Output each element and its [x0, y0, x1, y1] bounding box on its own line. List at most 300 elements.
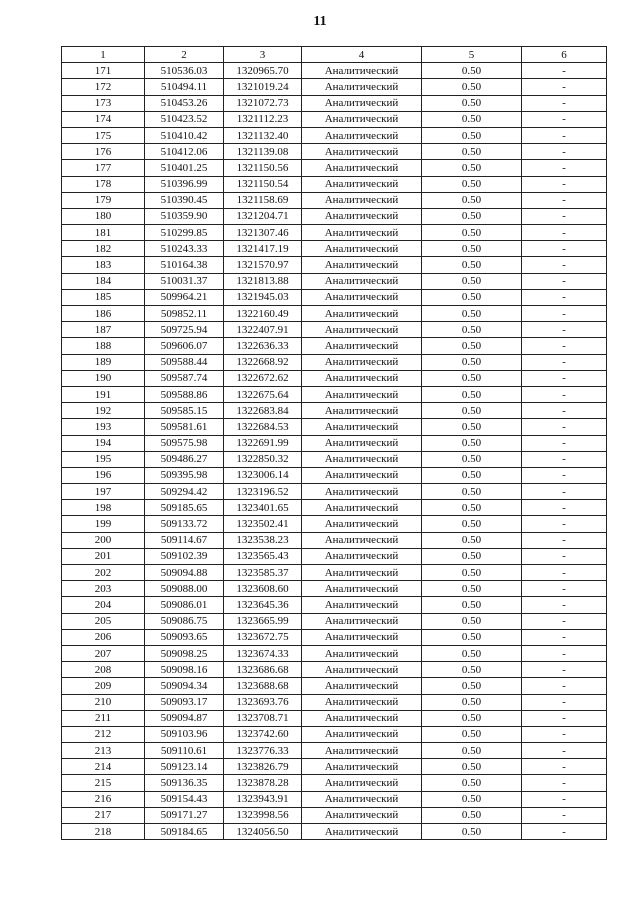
note-cell: -	[522, 192, 607, 208]
point-number-cell: 191	[62, 386, 145, 402]
table-row	[62, 273, 607, 289]
accuracy-cell: 0.50	[422, 710, 522, 726]
method-cell: Аналитический	[302, 192, 422, 208]
accuracy-cell: 0.50	[422, 581, 522, 597]
x-coordinate-cell: 509093.65	[145, 629, 224, 645]
method-cell: Аналитический	[302, 484, 422, 500]
point-number-cell: 211	[62, 710, 145, 726]
x-coordinate-cell: 510359.90	[145, 208, 224, 224]
table-row	[62, 743, 607, 759]
note-cell: -	[522, 225, 607, 241]
point-number-cell: 174	[62, 111, 145, 127]
point-number-cell: 193	[62, 419, 145, 435]
method-cell: Аналитический	[302, 241, 422, 257]
table-row	[62, 775, 607, 791]
y-coordinate-cell: 1323686.68	[224, 662, 302, 678]
y-coordinate-cell: 1321139.08	[224, 144, 302, 160]
point-number-cell: 187	[62, 322, 145, 338]
y-coordinate-cell: 1322691.99	[224, 435, 302, 451]
table-row	[62, 306, 607, 322]
method-cell: Аналитический	[302, 532, 422, 548]
accuracy-cell: 0.50	[422, 241, 522, 257]
method-cell: Аналитический	[302, 176, 422, 192]
point-number-cell: 204	[62, 597, 145, 613]
table-row	[62, 370, 607, 386]
table-row	[62, 532, 607, 548]
column-header: 4	[302, 47, 422, 63]
accuracy-cell: 0.50	[422, 613, 522, 629]
x-coordinate-cell: 509110.61	[145, 743, 224, 759]
accuracy-cell: 0.50	[422, 111, 522, 127]
accuracy-cell: 0.50	[422, 726, 522, 742]
y-coordinate-cell: 1322850.32	[224, 451, 302, 467]
method-cell: Аналитический	[302, 257, 422, 273]
x-coordinate-cell: 510412.06	[145, 144, 224, 160]
note-cell: -	[522, 257, 607, 273]
y-coordinate-cell: 1321072.73	[224, 95, 302, 111]
table-row	[62, 484, 607, 500]
y-coordinate-cell: 1321570.97	[224, 257, 302, 273]
y-coordinate-cell: 1320965.70	[224, 63, 302, 79]
point-number-cell: 205	[62, 613, 145, 629]
accuracy-cell: 0.50	[422, 338, 522, 354]
accuracy-cell: 0.50	[422, 775, 522, 791]
x-coordinate-cell: 509086.75	[145, 613, 224, 629]
method-cell: Аналитический	[302, 629, 422, 645]
note-cell: -	[522, 565, 607, 581]
accuracy-cell: 0.50	[422, 354, 522, 370]
method-cell: Аналитический	[302, 662, 422, 678]
table-row	[62, 678, 607, 694]
accuracy-cell: 0.50	[422, 322, 522, 338]
note-cell: -	[522, 516, 607, 532]
table-row	[62, 710, 607, 726]
point-number-cell: 171	[62, 63, 145, 79]
note-cell: -	[522, 451, 607, 467]
method-cell: Аналитический	[302, 144, 422, 160]
point-number-cell: 194	[62, 435, 145, 451]
method-cell: Аналитический	[302, 613, 422, 629]
table-row	[62, 645, 607, 661]
point-number-cell: 201	[62, 548, 145, 564]
note-cell: -	[522, 435, 607, 451]
note-cell: -	[522, 338, 607, 354]
y-coordinate-cell: 1322683.84	[224, 403, 302, 419]
note-cell: -	[522, 144, 607, 160]
y-coordinate-cell: 1323196.52	[224, 484, 302, 500]
y-coordinate-cell: 1323608.60	[224, 581, 302, 597]
accuracy-cell: 0.50	[422, 824, 522, 840]
x-coordinate-cell: 509098.16	[145, 662, 224, 678]
note-cell: -	[522, 95, 607, 111]
accuracy-cell: 0.50	[422, 306, 522, 322]
table-row	[62, 192, 607, 208]
note-cell: -	[522, 662, 607, 678]
table-row	[62, 338, 607, 354]
table-row	[62, 791, 607, 807]
x-coordinate-cell: 510396.99	[145, 176, 224, 192]
point-number-cell: 189	[62, 354, 145, 370]
y-coordinate-cell: 1321112.23	[224, 111, 302, 127]
note-cell: -	[522, 63, 607, 79]
y-coordinate-cell: 1321307.46	[224, 225, 302, 241]
accuracy-cell: 0.50	[422, 95, 522, 111]
y-coordinate-cell: 1323776.33	[224, 743, 302, 759]
accuracy-cell: 0.50	[422, 548, 522, 564]
x-coordinate-cell: 509294.42	[145, 484, 224, 500]
column-header: 2	[145, 47, 224, 63]
x-coordinate-cell: 509486.27	[145, 451, 224, 467]
x-coordinate-cell: 509588.44	[145, 354, 224, 370]
accuracy-cell: 0.50	[422, 127, 522, 143]
y-coordinate-cell: 1321204.71	[224, 208, 302, 224]
method-cell: Аналитический	[302, 645, 422, 661]
y-coordinate-cell: 1323943.91	[224, 791, 302, 807]
method-cell: Аналитический	[302, 726, 422, 742]
note-cell: -	[522, 467, 607, 483]
y-coordinate-cell: 1322675.64	[224, 386, 302, 402]
method-cell: Аналитический	[302, 597, 422, 613]
x-coordinate-cell: 510390.45	[145, 192, 224, 208]
x-coordinate-cell: 509136.35	[145, 775, 224, 791]
note-cell: -	[522, 484, 607, 500]
y-coordinate-cell: 1321132.40	[224, 127, 302, 143]
point-number-cell: 195	[62, 451, 145, 467]
y-coordinate-cell: 1323665.99	[224, 613, 302, 629]
method-cell: Аналитический	[302, 500, 422, 516]
y-coordinate-cell: 1323708.71	[224, 710, 302, 726]
accuracy-cell: 0.50	[422, 500, 522, 516]
y-coordinate-cell: 1321417.19	[224, 241, 302, 257]
accuracy-cell: 0.50	[422, 532, 522, 548]
note-cell: -	[522, 289, 607, 305]
method-cell: Аналитический	[302, 289, 422, 305]
point-number-cell: 208	[62, 662, 145, 678]
note-cell: -	[522, 694, 607, 710]
point-number-cell: 183	[62, 257, 145, 273]
note-cell: -	[522, 629, 607, 645]
table-row	[62, 160, 607, 176]
point-number-cell: 218	[62, 824, 145, 840]
accuracy-cell: 0.50	[422, 419, 522, 435]
accuracy-cell: 0.50	[422, 467, 522, 483]
accuracy-cell: 0.50	[422, 516, 522, 532]
x-coordinate-cell: 509094.88	[145, 565, 224, 581]
accuracy-cell: 0.50	[422, 144, 522, 160]
accuracy-cell: 0.50	[422, 662, 522, 678]
table-row	[62, 581, 607, 597]
point-number-cell: 175	[62, 127, 145, 143]
x-coordinate-cell: 509852.11	[145, 306, 224, 322]
point-number-cell: 209	[62, 678, 145, 694]
method-cell: Аналитический	[302, 824, 422, 840]
table-row	[62, 257, 607, 273]
method-cell: Аналитический	[302, 322, 422, 338]
x-coordinate-cell: 509185.65	[145, 500, 224, 516]
point-number-cell: 210	[62, 694, 145, 710]
x-coordinate-cell: 509154.43	[145, 791, 224, 807]
x-coordinate-cell: 510243.33	[145, 241, 224, 257]
x-coordinate-cell: 509585.15	[145, 403, 224, 419]
table-row	[62, 726, 607, 742]
accuracy-cell: 0.50	[422, 289, 522, 305]
accuracy-cell: 0.50	[422, 403, 522, 419]
x-coordinate-cell: 509123.14	[145, 759, 224, 775]
y-coordinate-cell: 1323006.14	[224, 467, 302, 483]
table-row	[62, 144, 607, 160]
column-header: 6	[522, 47, 607, 63]
table-row	[62, 629, 607, 645]
x-coordinate-cell: 510494.11	[145, 79, 224, 95]
x-coordinate-cell: 509171.27	[145, 807, 224, 823]
point-number-cell: 196	[62, 467, 145, 483]
table-row	[62, 289, 607, 305]
table-row	[62, 208, 607, 224]
note-cell: -	[522, 403, 607, 419]
note-cell: -	[522, 176, 607, 192]
point-number-cell: 217	[62, 807, 145, 823]
table-row	[62, 435, 607, 451]
method-cell: Аналитический	[302, 208, 422, 224]
point-number-cell: 198	[62, 500, 145, 516]
method-cell: Аналитический	[302, 338, 422, 354]
accuracy-cell: 0.50	[422, 694, 522, 710]
table-row	[62, 111, 607, 127]
point-number-cell: 190	[62, 370, 145, 386]
method-cell: Аналитический	[302, 354, 422, 370]
point-number-cell: 173	[62, 95, 145, 111]
table-header-row	[62, 47, 607, 63]
x-coordinate-cell: 509606.07	[145, 338, 224, 354]
table-row	[62, 759, 607, 775]
accuracy-cell: 0.50	[422, 63, 522, 79]
method-cell: Аналитический	[302, 451, 422, 467]
note-cell: -	[522, 678, 607, 694]
y-coordinate-cell: 1322407.91	[224, 322, 302, 338]
accuracy-cell: 0.50	[422, 79, 522, 95]
note-cell: -	[522, 548, 607, 564]
point-number-cell: 181	[62, 225, 145, 241]
y-coordinate-cell: 1321945.03	[224, 289, 302, 305]
point-number-cell: 212	[62, 726, 145, 742]
point-number-cell: 179	[62, 192, 145, 208]
accuracy-cell: 0.50	[422, 257, 522, 273]
x-coordinate-cell: 509098.25	[145, 645, 224, 661]
method-cell: Аналитический	[302, 63, 422, 79]
y-coordinate-cell: 1323742.60	[224, 726, 302, 742]
y-coordinate-cell: 1322160.49	[224, 306, 302, 322]
method-cell: Аналитический	[302, 160, 422, 176]
method-cell: Аналитический	[302, 516, 422, 532]
x-coordinate-cell: 509725.94	[145, 322, 224, 338]
x-coordinate-cell: 509093.17	[145, 694, 224, 710]
point-number-cell: 215	[62, 775, 145, 791]
note-cell: -	[522, 824, 607, 840]
accuracy-cell: 0.50	[422, 208, 522, 224]
x-coordinate-cell: 509114.67	[145, 532, 224, 548]
note-cell: -	[522, 532, 607, 548]
table-row	[62, 500, 607, 516]
point-number-cell: 207	[62, 645, 145, 661]
x-coordinate-cell: 509587.74	[145, 370, 224, 386]
accuracy-cell: 0.50	[422, 176, 522, 192]
x-coordinate-cell: 510410.42	[145, 127, 224, 143]
x-coordinate-cell: 509103.96	[145, 726, 224, 742]
table-body	[62, 63, 607, 840]
y-coordinate-cell: 1323998.56	[224, 807, 302, 823]
table-row	[62, 565, 607, 581]
accuracy-cell: 0.50	[422, 759, 522, 775]
note-cell: -	[522, 322, 607, 338]
method-cell: Аналитический	[302, 581, 422, 597]
table-row	[62, 176, 607, 192]
accuracy-cell: 0.50	[422, 597, 522, 613]
table-row	[62, 516, 607, 532]
note-cell: -	[522, 241, 607, 257]
note-cell: -	[522, 807, 607, 823]
accuracy-cell: 0.50	[422, 386, 522, 402]
accuracy-cell: 0.50	[422, 225, 522, 241]
point-number-cell: 197	[62, 484, 145, 500]
method-cell: Аналитический	[302, 435, 422, 451]
note-cell: -	[522, 500, 607, 516]
y-coordinate-cell: 1323585.37	[224, 565, 302, 581]
point-number-cell: 202	[62, 565, 145, 581]
point-number-cell: 178	[62, 176, 145, 192]
note-cell: -	[522, 370, 607, 386]
table-row	[62, 597, 607, 613]
point-number-cell: 186	[62, 306, 145, 322]
method-cell: Аналитический	[302, 95, 422, 111]
y-coordinate-cell: 1323538.23	[224, 532, 302, 548]
accuracy-cell: 0.50	[422, 565, 522, 581]
column-header: 5	[422, 47, 522, 63]
table-row	[62, 824, 607, 840]
table-row	[62, 225, 607, 241]
note-cell: -	[522, 354, 607, 370]
accuracy-cell: 0.50	[422, 791, 522, 807]
y-coordinate-cell: 1323672.75	[224, 629, 302, 645]
table-row	[62, 403, 607, 419]
point-number-cell: 176	[62, 144, 145, 160]
method-cell: Аналитический	[302, 79, 422, 95]
accuracy-cell: 0.50	[422, 192, 522, 208]
y-coordinate-cell: 1321813.88	[224, 273, 302, 289]
accuracy-cell: 0.50	[422, 370, 522, 386]
note-cell: -	[522, 759, 607, 775]
table-row	[62, 548, 607, 564]
column-header: 3	[224, 47, 302, 63]
note-cell: -	[522, 160, 607, 176]
y-coordinate-cell: 1323878.28	[224, 775, 302, 791]
table-row	[62, 354, 607, 370]
note-cell: -	[522, 273, 607, 289]
y-coordinate-cell: 1321150.56	[224, 160, 302, 176]
note-cell: -	[522, 645, 607, 661]
note-cell: -	[522, 710, 607, 726]
method-cell: Аналитический	[302, 306, 422, 322]
accuracy-cell: 0.50	[422, 645, 522, 661]
table-row	[62, 419, 607, 435]
method-cell: Аналитический	[302, 225, 422, 241]
point-number-cell: 185	[62, 289, 145, 305]
x-coordinate-cell: 509102.39	[145, 548, 224, 564]
y-coordinate-cell: 1323401.65	[224, 500, 302, 516]
table-row	[62, 322, 607, 338]
table-row	[62, 95, 607, 111]
x-coordinate-cell: 509086.01	[145, 597, 224, 613]
x-coordinate-cell: 509094.34	[145, 678, 224, 694]
point-number-cell: 182	[62, 241, 145, 257]
x-coordinate-cell: 510536.03	[145, 63, 224, 79]
y-coordinate-cell: 1321150.54	[224, 176, 302, 192]
note-cell: -	[522, 306, 607, 322]
y-coordinate-cell: 1322636.33	[224, 338, 302, 354]
note-cell: -	[522, 208, 607, 224]
accuracy-cell: 0.50	[422, 451, 522, 467]
method-cell: Аналитический	[302, 127, 422, 143]
point-number-cell: 213	[62, 743, 145, 759]
method-cell: Аналитический	[302, 370, 422, 386]
y-coordinate-cell: 1321158.69	[224, 192, 302, 208]
y-coordinate-cell: 1323674.33	[224, 645, 302, 661]
note-cell: -	[522, 743, 607, 759]
note-cell: -	[522, 79, 607, 95]
accuracy-cell: 0.50	[422, 273, 522, 289]
x-coordinate-cell: 509581.61	[145, 419, 224, 435]
y-coordinate-cell: 1323502.41	[224, 516, 302, 532]
x-coordinate-cell: 510164.38	[145, 257, 224, 273]
table-row	[62, 241, 607, 257]
point-number-cell: 192	[62, 403, 145, 419]
table-row	[62, 451, 607, 467]
accuracy-cell: 0.50	[422, 484, 522, 500]
method-cell: Аналитический	[302, 273, 422, 289]
x-coordinate-cell: 509094.87	[145, 710, 224, 726]
method-cell: Аналитический	[302, 791, 422, 807]
x-coordinate-cell: 509184.65	[145, 824, 224, 840]
y-coordinate-cell: 1323826.79	[224, 759, 302, 775]
x-coordinate-cell: 509088.00	[145, 581, 224, 597]
x-coordinate-cell: 510031.37	[145, 273, 224, 289]
point-number-cell: 177	[62, 160, 145, 176]
method-cell: Аналитический	[302, 548, 422, 564]
point-number-cell: 184	[62, 273, 145, 289]
coordinates-table	[61, 46, 607, 840]
table-row	[62, 662, 607, 678]
note-cell: -	[522, 597, 607, 613]
x-coordinate-cell: 510423.52	[145, 111, 224, 127]
x-coordinate-cell: 509133.72	[145, 516, 224, 532]
column-header: 1	[62, 47, 145, 63]
table-row	[62, 613, 607, 629]
method-cell: Аналитический	[302, 386, 422, 402]
note-cell: -	[522, 613, 607, 629]
page-number: 11	[313, 14, 327, 29]
x-coordinate-cell: 510401.25	[145, 160, 224, 176]
x-coordinate-cell: 510453.26	[145, 95, 224, 111]
method-cell: Аналитический	[302, 111, 422, 127]
method-cell: Аналитический	[302, 759, 422, 775]
method-cell: Аналитический	[302, 743, 422, 759]
table-row	[62, 63, 607, 79]
y-coordinate-cell: 1323565.43	[224, 548, 302, 564]
note-cell: -	[522, 791, 607, 807]
y-coordinate-cell: 1323688.68	[224, 678, 302, 694]
accuracy-cell: 0.50	[422, 629, 522, 645]
accuracy-cell: 0.50	[422, 678, 522, 694]
note-cell: -	[522, 419, 607, 435]
